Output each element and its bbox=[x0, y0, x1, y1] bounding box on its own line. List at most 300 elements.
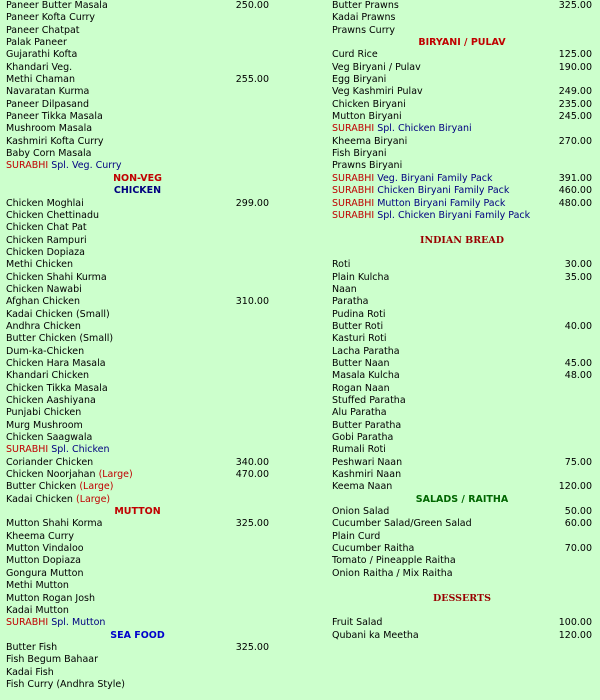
menu-item-name bbox=[332, 568, 453, 580]
menu-item-text: Rogan Naan bbox=[332, 382, 390, 394]
menu-item bbox=[6, 62, 269, 74]
menu-item-name bbox=[332, 185, 509, 197]
section-heading-salads-raitha bbox=[332, 494, 592, 506]
menu-item bbox=[332, 469, 592, 481]
menu-item-text: Butter Chicken (Small) bbox=[6, 333, 114, 345]
menu-item bbox=[332, 358, 592, 370]
menu-item-text: Chicken Rampuri bbox=[6, 234, 87, 246]
special-item-text: Chicken Biryani Family Pack bbox=[377, 185, 510, 197]
menu-item-name bbox=[6, 481, 113, 493]
menu-item bbox=[332, 481, 592, 493]
menu-item bbox=[6, 99, 269, 111]
menu-item-text: Baby Corn Masala bbox=[6, 148, 92, 160]
menu-item bbox=[6, 74, 269, 86]
menu-item-text: Dum-ka-Chicken bbox=[6, 345, 85, 357]
menu-item-text: Mutton Dopiaza bbox=[6, 555, 81, 567]
menu-item bbox=[6, 407, 269, 419]
menu-item bbox=[6, 272, 269, 284]
section-heading-title: SEA FOOD bbox=[110, 629, 165, 641]
menu-item bbox=[6, 383, 269, 395]
menu-item-name bbox=[332, 358, 390, 370]
menu-item bbox=[6, 667, 269, 679]
menu-item-text: Gujarathi Kofta bbox=[6, 49, 78, 61]
menu-item-name bbox=[6, 593, 95, 605]
menu-item bbox=[332, 148, 592, 160]
menu-item-name bbox=[6, 235, 87, 247]
menu-item-text: Murg Mushroom bbox=[6, 419, 83, 431]
menu-item-name bbox=[6, 198, 84, 210]
menu-item-text: Gongura Mutton bbox=[6, 567, 84, 579]
spacer bbox=[332, 247, 592, 259]
menu-item-price: 250.00 bbox=[235, 0, 269, 11]
menu-item-name bbox=[6, 605, 69, 617]
menu-item-price: 310.00 bbox=[235, 296, 269, 308]
menu-item-price: 120.00 bbox=[558, 481, 592, 493]
menu-item-name bbox=[332, 506, 389, 518]
menu-item-text: Gobi Paratha bbox=[332, 432, 394, 444]
menu-item-name bbox=[6, 99, 89, 111]
menu-item-name bbox=[332, 395, 406, 407]
menu-item-text: Kasturi Roti bbox=[332, 333, 387, 345]
menu-item-text: Qubani ka Meetha bbox=[332, 629, 419, 641]
menu-item-text: Kadai Prawns bbox=[332, 12, 396, 24]
menu-item-name bbox=[332, 272, 389, 284]
menu-item bbox=[332, 457, 592, 469]
menu-item-name bbox=[332, 284, 357, 296]
menu-item bbox=[6, 296, 269, 308]
menu-item bbox=[6, 111, 269, 123]
menu-item-name bbox=[332, 309, 385, 321]
menu-item bbox=[6, 235, 269, 247]
menu-item-price: 325.00 bbox=[235, 518, 269, 530]
menu-item bbox=[332, 333, 592, 345]
menu-item-text: Navaratan Kurma bbox=[6, 86, 90, 98]
menu-item bbox=[332, 506, 592, 518]
menu-item bbox=[6, 568, 269, 580]
menu-item bbox=[332, 543, 592, 555]
menu-item-name bbox=[6, 617, 105, 629]
menu-item-text: Kashmiri Kofta Curry bbox=[6, 135, 104, 147]
menu-item-text: Chicken Noorjahan bbox=[6, 469, 96, 481]
menu-item-name bbox=[332, 444, 386, 456]
menu-item-name bbox=[6, 432, 92, 444]
menu-item-name bbox=[332, 543, 414, 555]
menu-item-name bbox=[6, 543, 84, 555]
menu-item-name bbox=[332, 198, 505, 210]
section-heading-title: CHICKEN bbox=[113, 185, 162, 197]
menu-item-name bbox=[332, 457, 402, 469]
menu-item bbox=[6, 679, 269, 691]
menu-item-name bbox=[332, 469, 401, 481]
menu-item bbox=[332, 395, 592, 407]
menu-item bbox=[6, 247, 269, 259]
menu-item-name bbox=[332, 111, 402, 123]
section-heading-sea-food bbox=[6, 630, 269, 642]
size-label: (Large) bbox=[79, 481, 114, 493]
menu-item bbox=[6, 580, 269, 592]
menu-item-name bbox=[332, 74, 386, 86]
menu-item bbox=[6, 222, 269, 234]
brand-label: SURABHI bbox=[332, 197, 375, 209]
menu-item-price: 125.00 bbox=[558, 49, 592, 61]
menu-item-price: 30.00 bbox=[564, 259, 592, 271]
menu-item-text: Mutton Rogan Josh bbox=[6, 592, 95, 604]
section-heading-biryani-pulav bbox=[332, 37, 592, 49]
menu-item-text: Fish Biryani bbox=[332, 148, 387, 160]
menu-item bbox=[6, 12, 269, 24]
menu-item-price: 325.00 bbox=[235, 641, 269, 653]
menu-item bbox=[332, 160, 592, 172]
menu-item-name bbox=[6, 531, 74, 543]
menu-item-name bbox=[6, 568, 84, 580]
menu-item bbox=[6, 593, 269, 605]
menu-item-text: Curd Rice bbox=[332, 49, 378, 61]
menu-item-name bbox=[332, 160, 402, 172]
section-heading-title: DESSERTS bbox=[433, 592, 491, 604]
menu-item-text: Roti bbox=[332, 259, 351, 271]
menu-item-name bbox=[6, 259, 73, 271]
menu-item-text: Mutton Vindaloo bbox=[6, 543, 84, 555]
menu-item-price: 60.00 bbox=[564, 518, 592, 530]
size-label: (Large) bbox=[98, 469, 133, 481]
menu-item-text: Kadai Chicken bbox=[6, 493, 73, 505]
menu-item-text: Plain Curd bbox=[332, 530, 381, 542]
menu-column-left bbox=[6, 0, 269, 691]
menu-item-price: 48.00 bbox=[564, 370, 592, 382]
section-heading-title: MUTTON bbox=[114, 506, 161, 518]
menu-item-name bbox=[6, 679, 125, 691]
menu-item-text: Paneer Kofta Curry bbox=[6, 12, 95, 24]
menu-item bbox=[332, 444, 592, 456]
menu-item-name bbox=[6, 123, 92, 135]
spacer bbox=[332, 222, 592, 234]
menu-item bbox=[332, 617, 592, 629]
menu-item-name bbox=[332, 62, 421, 74]
menu-item bbox=[6, 284, 269, 296]
menu-item bbox=[332, 86, 592, 98]
menu-item-price: 120.00 bbox=[558, 629, 592, 641]
menu-item-name bbox=[332, 148, 387, 160]
menu-item-text: Butter Prawns bbox=[332, 0, 399, 11]
size-label: (Large) bbox=[75, 493, 111, 505]
menu-item bbox=[6, 148, 269, 160]
menu-item-name bbox=[332, 296, 368, 308]
menu-item bbox=[6, 642, 269, 654]
menu-item bbox=[332, 111, 592, 123]
menu-item bbox=[6, 543, 269, 555]
brand-label: SURABHI bbox=[332, 209, 375, 221]
menu-item-name bbox=[6, 346, 84, 358]
menu-item-text: Mushroom Masala bbox=[6, 123, 93, 135]
menu-item-name bbox=[332, 12, 395, 24]
menu-item bbox=[332, 432, 592, 444]
special-item-text: Spl. Mutton bbox=[51, 617, 106, 629]
menu-item bbox=[332, 407, 592, 419]
menu-item bbox=[6, 531, 269, 543]
menu-item-name bbox=[6, 62, 72, 74]
menu-item-price: 35.00 bbox=[564, 271, 592, 283]
menu-item-name bbox=[6, 136, 104, 148]
menu-item-text: Pudina Roti bbox=[332, 308, 386, 320]
menu-item-text: Paratha bbox=[332, 296, 369, 308]
menu-item bbox=[6, 333, 269, 345]
menu-item bbox=[332, 272, 592, 284]
menu-item-price: 75.00 bbox=[564, 456, 592, 468]
menu-item-text: Fruit Salad bbox=[332, 617, 383, 629]
menu-item-text: Fish Begum Bahaar bbox=[6, 654, 98, 666]
menu-item bbox=[332, 346, 592, 358]
menu-item-text: Onion Salad bbox=[332, 506, 390, 518]
menu-item-text: Veg Kashmiri Pulav bbox=[332, 86, 423, 98]
menu-item-text: Peshwari Naan bbox=[332, 456, 403, 468]
menu-item-name bbox=[6, 383, 108, 395]
menu-item-text: Chicken Shahi Kurma bbox=[6, 271, 107, 283]
menu-item-name bbox=[6, 37, 67, 49]
menu-item-price: 325.00 bbox=[558, 0, 592, 11]
menu-item-text: Kadai Mutton bbox=[6, 604, 69, 616]
menu-item-text: Cucumber Raitha bbox=[332, 543, 415, 555]
menu-item-price: 470.00 bbox=[235, 469, 269, 481]
menu-item bbox=[332, 420, 592, 432]
menu-item-price: 245.00 bbox=[558, 111, 592, 123]
menu-item-text: Palak Paneer bbox=[6, 37, 67, 49]
menu-item-name bbox=[6, 370, 89, 382]
menu-item-text: Coriander Chicken bbox=[6, 456, 94, 468]
special-item-text: Spl. Chicken bbox=[51, 444, 110, 456]
menu-item-name bbox=[332, 370, 400, 382]
menu-item-name bbox=[6, 0, 108, 12]
menu-item-text: Paneer Chatpat bbox=[6, 24, 80, 36]
menu-item-price: 340.00 bbox=[235, 456, 269, 468]
menu-item-name bbox=[332, 617, 382, 629]
menu-item bbox=[6, 25, 269, 37]
menu-item-name bbox=[332, 432, 393, 444]
menu-item-text: Chicken Hara Masala bbox=[6, 357, 106, 369]
menu-item bbox=[6, 555, 269, 567]
menu-item bbox=[332, 0, 592, 12]
menu-item bbox=[332, 25, 592, 37]
menu-item-name bbox=[332, 420, 401, 432]
menu-item-text: Kheema Biryani bbox=[332, 135, 408, 147]
menu-item-special bbox=[6, 617, 269, 629]
menu-item bbox=[332, 284, 592, 296]
menu-item bbox=[6, 420, 269, 432]
menu-item-price: 100.00 bbox=[558, 617, 592, 629]
menu-item bbox=[6, 123, 269, 135]
menu-item-text: Khandari Veg. bbox=[6, 61, 73, 73]
section-heading-title: SALADS / RAITHA bbox=[415, 493, 509, 505]
menu-item-text: Paneer Butter Masala bbox=[6, 0, 108, 11]
menu-item-text: Khandari Chicken bbox=[6, 370, 90, 382]
menu-item-name bbox=[6, 642, 57, 654]
menu-item-name bbox=[332, 407, 387, 419]
menu-item-name bbox=[332, 518, 472, 530]
menu-item-text: Chicken Tikka Masala bbox=[6, 382, 108, 394]
menu-item-text: Alu Paratha bbox=[332, 407, 387, 419]
brand-label: SURABHI bbox=[6, 617, 49, 629]
menu-item bbox=[6, 469, 269, 481]
menu-item-text: Prawns Biryani bbox=[332, 160, 403, 172]
menu-item-name bbox=[332, 99, 406, 111]
menu-item bbox=[6, 198, 269, 210]
menu-item-text: Egg Biryani bbox=[332, 74, 387, 86]
menu-item bbox=[332, 531, 592, 543]
menu-item-name bbox=[332, 25, 395, 37]
menu-item-name bbox=[332, 383, 390, 395]
menu-item-price: 45.00 bbox=[564, 357, 592, 369]
menu-item-name bbox=[332, 49, 378, 61]
menu-item-name bbox=[332, 123, 472, 135]
menu-item bbox=[332, 12, 592, 24]
menu-item-name bbox=[332, 86, 423, 98]
section-heading-title: INDIAN BREAD bbox=[420, 234, 504, 246]
menu-item-text: Kheema Curry bbox=[6, 530, 74, 542]
brand-label: SURABHI bbox=[6, 444, 49, 456]
menu-item-name bbox=[6, 272, 107, 284]
menu-item-special bbox=[6, 444, 269, 456]
menu-item bbox=[6, 259, 269, 271]
menu-item-text: Plain Kulcha bbox=[332, 271, 390, 283]
menu-item-text: Kashmiri Naan bbox=[332, 469, 402, 481]
menu-item bbox=[332, 99, 592, 111]
menu-item-text: Rumali Roti bbox=[332, 444, 386, 456]
section-heading-mutton bbox=[6, 506, 269, 518]
menu-item-name bbox=[6, 469, 133, 481]
menu-item-name bbox=[6, 25, 80, 37]
menu-item-text: Stuffed Paratha bbox=[332, 395, 406, 406]
menu-item-text: Paneer Tikka Masala bbox=[6, 111, 103, 123]
section-heading-title: NON-VEG bbox=[113, 172, 162, 184]
menu-item-name bbox=[6, 518, 102, 530]
menu-item-special bbox=[332, 185, 592, 197]
special-item-text: Mutton Biryani Family Pack bbox=[377, 197, 506, 209]
menu-item-special bbox=[6, 160, 269, 172]
menu-item-price: 460.00 bbox=[558, 185, 592, 197]
menu-item bbox=[6, 395, 269, 407]
menu-item-text: Andhra Chicken bbox=[6, 320, 81, 332]
menu-item-text: Onion Raitha / Mix Raitha bbox=[332, 567, 453, 579]
menu-item-name bbox=[6, 654, 98, 666]
menu-item-text: Veg Biryani / Pulav bbox=[332, 61, 421, 73]
menu-item bbox=[6, 518, 269, 530]
menu-item-text: Chicken Chettinadu bbox=[6, 209, 100, 221]
brand-label: SURABHI bbox=[332, 172, 375, 184]
menu-item-name bbox=[6, 358, 106, 370]
menu-item bbox=[6, 457, 269, 469]
menu-item-name bbox=[332, 173, 493, 185]
menu-item-name bbox=[332, 259, 350, 271]
menu-item-name bbox=[6, 555, 81, 567]
menu-item-text: Butter Roti bbox=[332, 320, 384, 332]
menu-item-name bbox=[6, 309, 110, 321]
menu-item bbox=[6, 494, 269, 506]
menu-item bbox=[6, 654, 269, 666]
menu-item-name bbox=[332, 630, 419, 642]
menu-item-name bbox=[6, 247, 85, 259]
menu-item-name bbox=[6, 160, 122, 172]
menu-item-special bbox=[332, 123, 592, 135]
menu-item bbox=[332, 630, 592, 642]
menu-item bbox=[332, 49, 592, 61]
menu-item bbox=[332, 518, 592, 530]
special-item-text: Spl. Chicken Biryani bbox=[377, 123, 472, 135]
section-heading-title: BIRYANI / PULAV bbox=[418, 37, 506, 49]
menu-item-price: 299.00 bbox=[235, 197, 269, 209]
menu-item-name bbox=[6, 111, 103, 123]
brand-label: SURABHI bbox=[332, 123, 375, 135]
menu-item-name bbox=[6, 395, 96, 407]
menu-item-name bbox=[332, 555, 456, 567]
menu-item-price: 235.00 bbox=[558, 98, 592, 110]
menu-item-price: 255.00 bbox=[235, 74, 269, 86]
menu-item-text: Chicken Saagwala bbox=[6, 432, 93, 444]
menu-item-name bbox=[6, 86, 89, 98]
menu-item-name bbox=[6, 494, 110, 506]
menu-item-name bbox=[6, 407, 81, 419]
menu-item-price: 50.00 bbox=[564, 506, 592, 518]
menu-item bbox=[332, 309, 592, 321]
menu-item bbox=[332, 74, 592, 86]
menu-column-right bbox=[332, 0, 592, 642]
menu-item-price: 190.00 bbox=[558, 61, 592, 73]
menu-item bbox=[6, 309, 269, 321]
menu-item-price: 480.00 bbox=[558, 197, 592, 209]
menu-item-text: Butter Fish bbox=[6, 641, 58, 653]
menu-item-text: Butter Paratha bbox=[332, 419, 402, 431]
menu-item bbox=[6, 136, 269, 148]
menu-item-special bbox=[332, 198, 592, 210]
menu-item-text: Tomato / Pineapple Raitha bbox=[332, 555, 456, 567]
brand-label: SURABHI bbox=[6, 160, 49, 172]
menu-item bbox=[332, 296, 592, 308]
menu-item bbox=[6, 0, 269, 12]
menu-item bbox=[6, 346, 269, 358]
spacer bbox=[332, 605, 592, 617]
menu-item-name bbox=[6, 74, 75, 86]
menu-item-text: Methi Chaman bbox=[6, 74, 76, 86]
menu-item-name bbox=[332, 531, 380, 543]
menu-item-name bbox=[6, 457, 93, 469]
menu-item-name bbox=[332, 210, 530, 222]
menu-item-price: 249.00 bbox=[558, 86, 592, 98]
menu-item bbox=[332, 259, 592, 271]
menu-item-text: Masala Kulcha bbox=[332, 370, 400, 382]
menu-item-text: Afghan Chicken bbox=[6, 296, 80, 308]
spacer bbox=[332, 580, 592, 592]
menu-item-text: Chicken Biryani bbox=[332, 98, 406, 110]
section-heading-chicken bbox=[6, 185, 269, 197]
menu-item bbox=[332, 568, 592, 580]
brand-label: SURABHI bbox=[332, 185, 375, 197]
special-item-text: Veg. Biryani Family Pack bbox=[377, 172, 493, 184]
menu-item bbox=[6, 210, 269, 222]
menu-item-text: Methi Mutton bbox=[6, 580, 69, 592]
menu-item bbox=[6, 370, 269, 382]
menu-item-name bbox=[6, 444, 110, 456]
menu-item-text: Paneer Dilpasand bbox=[6, 98, 90, 110]
menu-item-special bbox=[332, 210, 592, 222]
menu-item-price: 391.00 bbox=[558, 172, 592, 184]
menu-item-text: Chicken Dopiaza bbox=[6, 246, 85, 258]
section-heading-desserts bbox=[332, 593, 592, 605]
menu-item bbox=[6, 358, 269, 370]
menu-item bbox=[6, 432, 269, 444]
menu-item-name bbox=[6, 210, 99, 222]
menu-item bbox=[332, 555, 592, 567]
menu-item-name bbox=[332, 136, 407, 148]
menu-item-text: Keema Naan bbox=[332, 481, 393, 493]
menu-item-price: 40.00 bbox=[564, 320, 592, 332]
